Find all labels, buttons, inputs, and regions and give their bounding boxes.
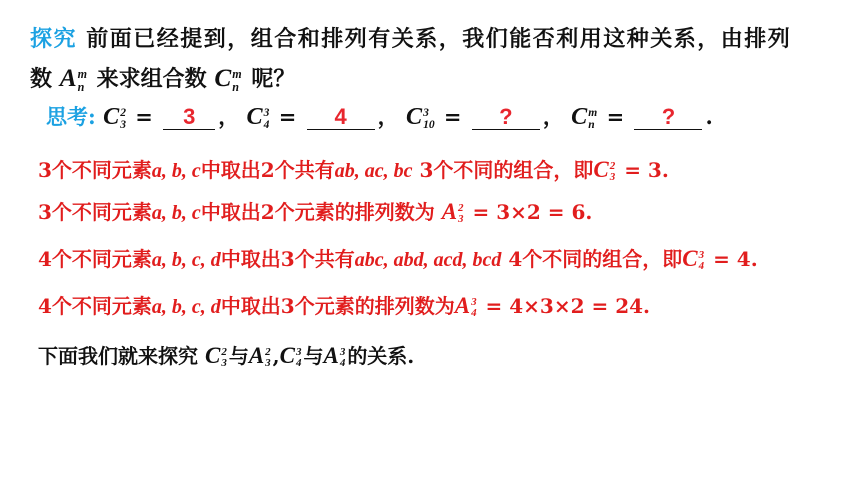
- intro-line: [30, 22, 791, 53]
- intro-text: 前面已经提到，组合和排列有关系，我们能否利用这种关系，由排列: [86, 26, 792, 52]
- intro-line-2: [30, 62, 295, 94]
- intro-mid: 来求组合数: [96, 66, 207, 92]
- intro-suffix: 呢？: [251, 66, 296, 92]
- permutation-symbol: A m n: [59, 64, 87, 94]
- answer-4: ?: [661, 104, 676, 129]
- think-item-4: C m n = ? .: [571, 103, 713, 132]
- think-item-2: C 3 4 = 4 ，: [246, 103, 399, 132]
- think-line: [46, 101, 713, 131]
- intro-prefix: 数: [30, 66, 53, 92]
- combination-example-2: 4个不同元素a, b, c, d中取出3个共有abc, abd, acd, bcd 4个不同的组合，即C 3 4 = 4.: [38, 246, 758, 273]
- top-accent-bar: [0, 0, 860, 6]
- answer-2: 4: [334, 104, 347, 129]
- answer-3: ?: [499, 104, 513, 129]
- conclusion-line: 下面我们就来探究 C 2 3 与A 2 3 ,C 3 4 与A 3 4 的关系.: [38, 343, 415, 370]
- think-label: 思考:: [46, 104, 96, 129]
- permutation-example-1: 3个不同元素a, b, c中取出2个元素的排列数为 A 2 3 = 3×2 = 6.: [38, 199, 593, 226]
- think-item-1: C 2 3 = 3 ，: [103, 103, 240, 132]
- explore-label: 探究: [30, 26, 78, 52]
- combination-example-1: 3个不同元素a, b, c中取出2个共有ab, ac, bc 3个不同的组合，即C 2 3 = 3.: [38, 157, 669, 184]
- think-item-3: C 3 10 = ? ，: [405, 103, 564, 132]
- permutation-example-2: 4个不同元素a, b, c, d中取出3个元素的排列数为A 3 4 = 4×3×2 = 24.: [38, 293, 651, 320]
- combination-symbol: C m n: [214, 64, 242, 94]
- answer-1: 3: [183, 104, 196, 129]
